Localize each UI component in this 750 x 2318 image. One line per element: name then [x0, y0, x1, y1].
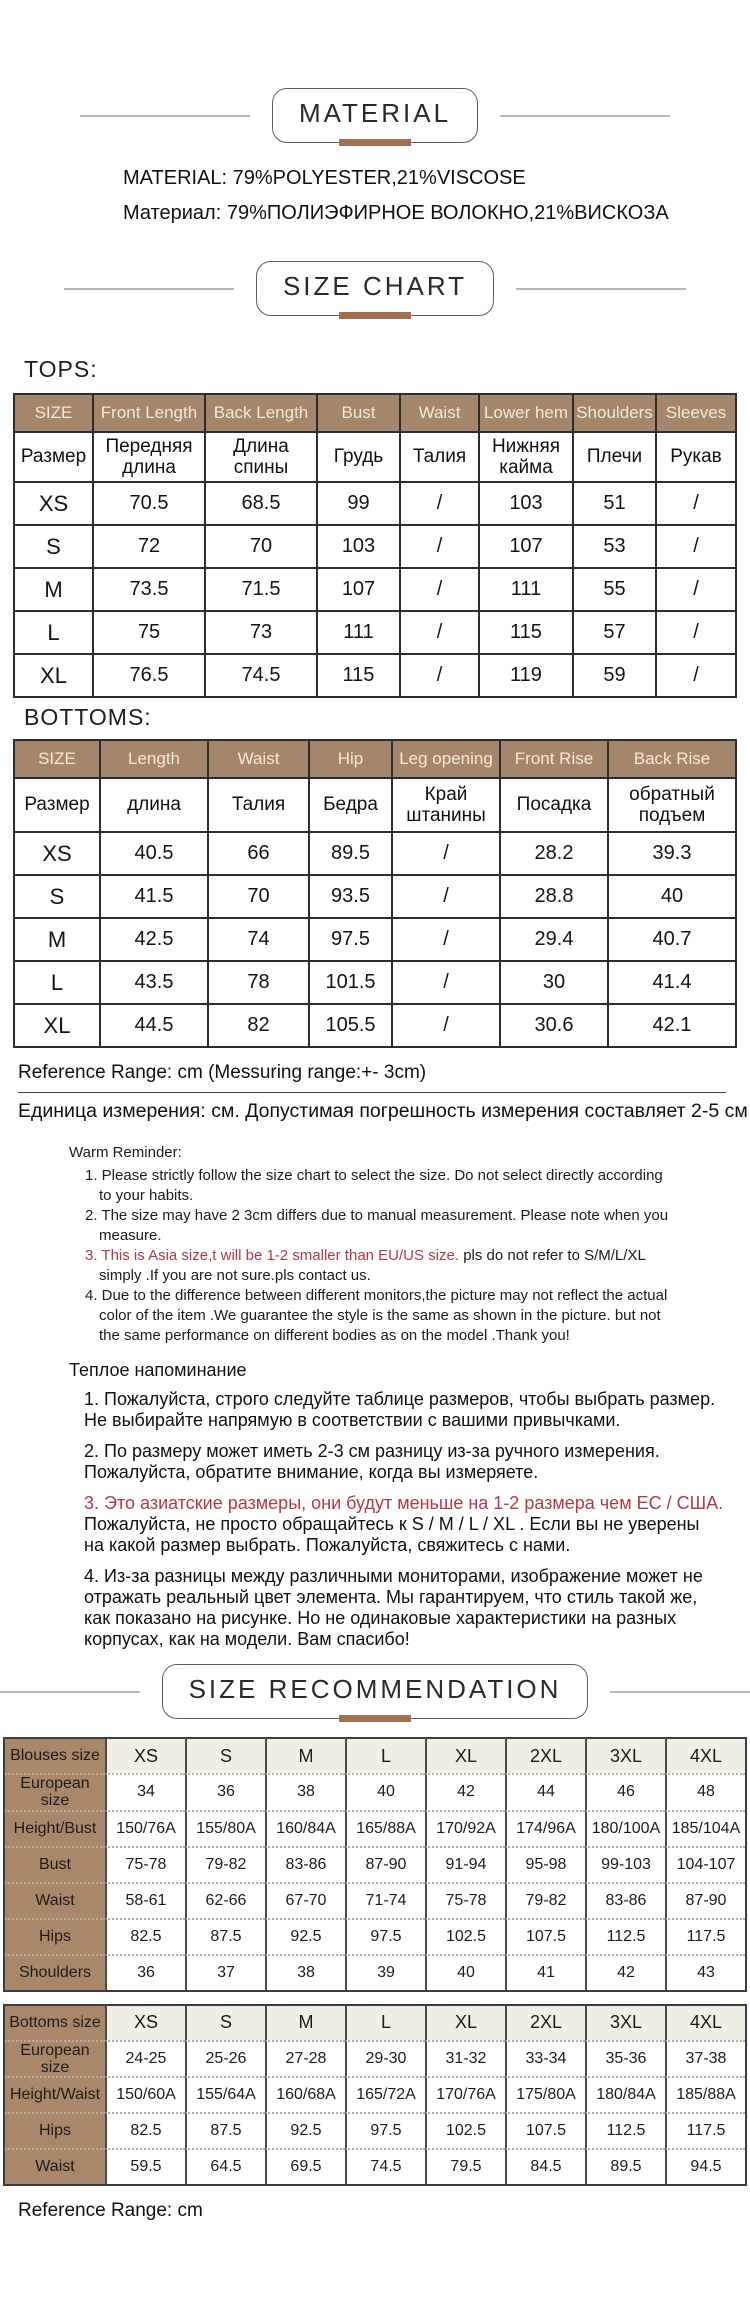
warm-reminder-ru-item-3: 3. Это азиатские размеры, они будут меньше на 1-2 размера чем ЕС / США. Пожалуйста, не просто обращайтесь к S / M / L / XL . Если вы не уверены на какой размер выбрать. Пожалуйста, свяжитесь с нами.: [84, 1493, 724, 1555]
table-cell: 30: [501, 962, 609, 1005]
table-row: [5, 2076, 745, 2112]
table-row: [5, 1882, 745, 1918]
warm-reminder-en-title: Warm Reminder:: [69, 1144, 182, 1161]
table-cell: 115: [318, 655, 401, 696]
section-heading-size-chart: [0, 261, 750, 316]
table-cell: 71.5: [206, 569, 318, 612]
table-cell: 40: [425, 1954, 505, 1990]
table-cell: 75-78: [425, 1882, 505, 1918]
table-cell: 93.5: [310, 876, 393, 919]
table-row: [5, 2112, 745, 2148]
table-cell: 75-78: [105, 1846, 185, 1882]
table-cell: 103: [480, 483, 574, 526]
table-cell: 73: [206, 612, 318, 655]
warm-reminder-en-item-4: 4. Due to the difference between different monitors,the picture may not reflect the actual color of the item .We guarantee the style is the same as shown in the picture. but not the same performance on different bodies as on the model .Thank you!: [85, 1287, 668, 1344]
table-cell: 180/100A: [585, 1810, 665, 1846]
table-cell: /: [393, 833, 501, 876]
table-cell: 28.8: [501, 876, 609, 919]
table-cell: 28.2: [501, 833, 609, 876]
table-cell: 175/80A: [505, 2076, 585, 2112]
table-cell: обратный подъем: [609, 779, 735, 833]
table-cell: M: [265, 2006, 345, 2040]
table-cell: /: [657, 526, 735, 569]
warm-reminder-ru-item-1: 1. Пожалуйста, строго следуйте таблице размеров, чтобы выбрать размер. Не выбирайте напрямую в соответствии с вашими привычками.: [84, 1389, 716, 1430]
table-cell: 36: [185, 1773, 265, 1810]
column-header-cell: Waist: [401, 395, 480, 433]
table-cell: 119: [480, 655, 574, 696]
table-cell: 94.5: [665, 2148, 745, 2184]
row-label-cell: Height/Bust: [5, 1810, 105, 1846]
table-cell: 25-26: [185, 2040, 265, 2077]
table-cell: 99: [318, 483, 401, 526]
table-cell: 37-38: [665, 2040, 745, 2077]
heading-line-left: [0, 1691, 140, 1693]
table-cell: 39: [345, 1954, 425, 1990]
table-cell: M: [15, 569, 94, 612]
table-cell: 41.5: [101, 876, 209, 919]
table-cell: 4XL: [665, 2006, 745, 2040]
table-cell: Размер: [15, 433, 94, 483]
table-cell: 89.5: [585, 2148, 665, 2184]
table-cell: 2XL: [505, 1739, 585, 1773]
table-cell: /: [401, 655, 480, 696]
warm-reminder-en-item-1: 1. Please strictly follow the size chart to select the size. Do not select directly according to your habits.: [85, 1167, 663, 1204]
table-cell: 79-82: [185, 1846, 265, 1882]
heading-line-left: [64, 288, 234, 290]
column-header-cell: Shoulders: [574, 395, 657, 433]
table-cell: /: [657, 612, 735, 655]
column-header-cell: Length: [101, 741, 209, 779]
table-cell: 51: [574, 483, 657, 526]
table-cell: 34: [105, 1773, 185, 1810]
reference-range-ru: Единица измерения: см. Допустимая погрешность измерения составляет 2-5 см: [18, 1100, 748, 1122]
table-cell: L: [345, 1739, 425, 1773]
material-line-en: MATERIAL: 79%POLYESTER,21%VISCOSE: [123, 167, 526, 189]
table-cell: 83-86: [585, 1882, 665, 1918]
heading-box: [256, 261, 494, 316]
table-cell: M: [15, 919, 101, 962]
row-label-cell: Blouses size: [5, 1739, 105, 1773]
warm-reminder-en-item-3: 3. This is Asia size,t will be 1-2 smaller than EU/US size. pls do not refer to S/M/L/XL simply .If you are not sure.pls contact us.: [85, 1247, 646, 1284]
table-cell: 97.5: [345, 2112, 425, 2148]
table-row: [5, 1846, 745, 1882]
warm-reminder-en: [69, 1143, 669, 1346]
table-cell: 44.5: [101, 1005, 209, 1046]
column-header-cell: Leg opening: [393, 741, 501, 779]
table-cell: Бедра: [310, 779, 393, 833]
row-label-cell: Hips: [5, 2112, 105, 2148]
table-cell: XS: [105, 2006, 185, 2040]
table-cell: 39.3: [609, 833, 735, 876]
table-cell: 117.5: [665, 2112, 745, 2148]
table-row: [15, 433, 735, 483]
table-cell: 33-34: [505, 2040, 585, 2077]
table-cell: 4XL: [665, 1739, 745, 1773]
section-title: MATERIAL: [298, 98, 452, 128]
table-cell: Размер: [15, 779, 101, 833]
table-row: [5, 2040, 745, 2077]
column-header-cell: Front Rise: [501, 741, 609, 779]
table-row: [5, 1954, 745, 1990]
row-label-cell: Waist: [5, 2148, 105, 2184]
material-composition: [123, 161, 750, 231]
column-header-cell: Back Rise: [609, 741, 735, 779]
table-cell: Передняя длина: [94, 433, 206, 483]
table-cell: 102.5: [425, 1918, 505, 1954]
table-cell: 69.5: [265, 2148, 345, 2184]
table-cell: 3XL: [585, 2006, 665, 2040]
table-cell: /: [401, 612, 480, 655]
heading-accent-bar: [339, 1715, 411, 1722]
table-row: [15, 1005, 735, 1046]
table-cell: /: [393, 962, 501, 1005]
column-header-cell: Waist: [209, 741, 310, 779]
tops-label: TOPS:: [24, 356, 98, 382]
table-cell: 62-66: [185, 1882, 265, 1918]
column-header-cell: Lower hem: [480, 395, 574, 433]
table-cell: M: [265, 1739, 345, 1773]
table-cell: 84.5: [505, 2148, 585, 2184]
table-cell: 95-98: [505, 1846, 585, 1882]
section-title: SIZE CHART: [282, 271, 468, 301]
table-cell: 64.5: [185, 2148, 265, 2184]
table-cell: Посадка: [501, 779, 609, 833]
column-header-cell: Sleeves: [657, 395, 735, 433]
column-header-cell: Back Length: [206, 395, 318, 433]
table-row: [15, 919, 735, 962]
table-cell: 40.7: [609, 919, 735, 962]
warm-reminder-ru-title: Теплое напоминание: [69, 1360, 247, 1380]
table-cell: 160/68A: [265, 2076, 345, 2112]
table-cell: 67-70: [265, 1882, 345, 1918]
table-cell: 42: [585, 1954, 665, 1990]
footer-reference-range: Reference Range: cm: [18, 2200, 203, 2222]
table-cell: 165/88A: [345, 1810, 425, 1846]
table-cell: 107: [480, 526, 574, 569]
table-cell: 72: [94, 526, 206, 569]
table-cell: 112.5: [585, 2112, 665, 2148]
warm-reminder-ru-item-4: 4. Из-за разницы между различными мониторами, изображение может не отражать реальный цвет элемента. Мы гарантируем, что стиль такой же, как показано на рисунке. Но не одинаковые характеристики на разных корпусах, как на модели. Вам спасибо!: [84, 1566, 703, 1649]
row-label-cell: Waist: [5, 1882, 105, 1918]
table-cell: 170/76A: [425, 2076, 505, 2112]
table-cell: /: [657, 483, 735, 526]
table-cell: 73.5: [94, 569, 206, 612]
table-cell: 180/84A: [585, 2076, 665, 2112]
table-cell: /: [401, 569, 480, 612]
table-row: [15, 569, 735, 612]
table-cell: 89.5: [310, 833, 393, 876]
table-cell: 115: [480, 612, 574, 655]
table-cell: 42: [425, 1773, 505, 1810]
table-row: [15, 655, 735, 696]
table-cell: 36: [105, 1954, 185, 1990]
table-cell: 103: [318, 526, 401, 569]
table-row: [15, 779, 735, 833]
table-cell: /: [693, 664, 699, 686]
table-cell: XS: [15, 483, 94, 526]
heading-line-right: [500, 115, 670, 117]
table-cell: 82: [209, 1005, 310, 1046]
reference-range-en: Reference Range: cm (Messuring range:+- 3cm): [18, 1062, 427, 1083]
table-cell: 37: [185, 1954, 265, 1990]
bottoms-size-table: [13, 739, 737, 1048]
table-cell: /: [393, 919, 501, 962]
table-cell: S: [185, 2006, 265, 2040]
table-cell: Длина спины: [206, 433, 318, 483]
reference-divider: [18, 1092, 726, 1093]
table-cell: 43: [665, 1954, 745, 1990]
table-cell: 87.5: [185, 2112, 265, 2148]
tops-size-table: [13, 393, 737, 698]
table-row: [15, 876, 735, 919]
table-cell: 46: [585, 1773, 665, 1810]
table-cell: /: [393, 1005, 501, 1046]
table-cell: 185/88A: [665, 2076, 745, 2112]
table-cell: 92.5: [265, 2112, 345, 2148]
row-label-cell: Hips: [5, 1918, 105, 1954]
column-header-cell: SIZE: [15, 741, 101, 779]
table-cell: Грудь: [318, 433, 401, 483]
table-cell: 29-30: [345, 2040, 425, 2077]
table-cell: 31-32: [425, 2040, 505, 2077]
table-cell: 40.5: [101, 833, 209, 876]
table-cell: 41.4: [609, 962, 735, 1005]
warm-reminder-en-item-2: 2. The size may have 2 3cm differs due to manual measurement. Please note when you measure.: [85, 1207, 669, 1244]
table-row: [15, 833, 735, 876]
column-header-cell: Hip: [310, 741, 393, 779]
section-title: SIZE RECOMMENDATION: [188, 1674, 562, 1704]
table-cell: 41: [505, 1954, 585, 1990]
table-row: [5, 1918, 745, 1954]
row-label-cell: Shoulders: [5, 1954, 105, 1990]
table-cell: 91-94: [425, 1846, 505, 1882]
table-cell: 70: [206, 526, 318, 569]
heading-line-left: [80, 115, 250, 117]
table-cell: /: [393, 876, 501, 919]
table-cell: 2XL: [505, 2006, 585, 2040]
table-cell: 150/60A: [105, 2076, 185, 2112]
table-cell: 71-74: [345, 1882, 425, 1918]
heading-box: [162, 1664, 589, 1719]
column-header-cell: SIZE: [15, 395, 94, 433]
table-row: [15, 962, 735, 1005]
table-cell: 82.5: [105, 2112, 185, 2148]
table-cell: 111: [318, 612, 401, 655]
table-cell: Плечи: [574, 433, 657, 483]
table-cell: 38: [265, 1954, 345, 1990]
row-label-cell: Bust: [5, 1846, 105, 1882]
table-cell: 43.5: [101, 962, 209, 1005]
table-cell: 75: [94, 612, 206, 655]
table-cell: 150/76A: [105, 1810, 185, 1846]
warm-reminder-ru-item-2: 2. По размеру может иметь 2-3 см разницу из-за ручного измерения. Пожалуйста, обратите внимание, когда вы измеряете.: [84, 1441, 660, 1482]
asia-size-warning-en: 3. This is Asia size,t will be 1-2 smaller than EU/US size.: [85, 1247, 460, 1264]
material-line-ru: Материал: 79%ПОЛИЭФИРНОЕ ВОЛОКНО,21%ВИСКОЗА: [123, 202, 669, 224]
table-cell: 111: [480, 569, 574, 612]
table-row: [15, 526, 735, 569]
table-cell: 105.5: [310, 1005, 393, 1046]
heading-line-right: [516, 288, 686, 290]
column-header-cell: Front Length: [94, 395, 206, 433]
table-row: [15, 741, 735, 779]
table-cell: 185/104A: [665, 1810, 745, 1846]
table-cell: 30.6: [501, 1005, 609, 1046]
table-cell: Талия: [209, 779, 310, 833]
table-cell: 74.5: [345, 2148, 425, 2184]
table-cell: L: [15, 612, 94, 655]
table-cell: /: [401, 526, 480, 569]
table-cell: 117.5: [665, 1918, 745, 1954]
table-cell: 38: [265, 1773, 345, 1810]
section-heading-material: [0, 88, 750, 143]
table-cell: L: [15, 962, 101, 1005]
table-cell: XL: [15, 1005, 101, 1046]
table-cell: L: [345, 2006, 425, 2040]
table-cell: XS: [105, 1739, 185, 1773]
table-cell: 170/92A: [425, 1810, 505, 1846]
table-cell: 40: [345, 1773, 425, 1810]
table-cell: 160/84A: [265, 1810, 345, 1846]
row-label-cell: Bottoms size: [5, 2006, 105, 2040]
table-row: [15, 612, 735, 655]
heading-accent-bar: [339, 139, 411, 146]
table-cell: 24-25: [105, 2040, 185, 2077]
table-cell: 107: [318, 569, 401, 612]
table-cell: 107.5: [505, 2112, 585, 2148]
size-chart-page: [0, 88, 750, 2318]
table-cell: 70.5: [94, 483, 206, 526]
table-cell: 53: [574, 526, 657, 569]
section-heading-size-recommendation: [0, 1664, 750, 1719]
table-cell: 87.5: [185, 1918, 265, 1954]
table-cell: 102.5: [425, 2112, 505, 2148]
row-label-cell: European size: [5, 2040, 105, 2077]
table-cell: 82.5: [105, 1918, 185, 1954]
table-cell: 87-90: [665, 1882, 745, 1918]
table-cell: 97.5: [345, 1918, 425, 1954]
table-cell: 48: [665, 1773, 745, 1810]
table-cell: Талия: [401, 433, 480, 483]
table-cell: 155/64A: [185, 2076, 265, 2112]
row-label-cell: Height/Waist: [5, 2076, 105, 2112]
table-cell: S: [15, 526, 94, 569]
table-cell: 83-86: [265, 1846, 345, 1882]
heading-box: [272, 88, 478, 143]
table-cell: /: [401, 483, 480, 526]
table-cell: 74: [209, 919, 310, 962]
table-cell: 44: [505, 1773, 585, 1810]
table-row: [15, 395, 735, 433]
table-cell: 42.1: [652, 1014, 692, 1036]
table-cell: 101.5: [310, 962, 393, 1005]
table-cell: 79.5: [425, 2148, 505, 2184]
table-cell: 59.5: [105, 2148, 185, 2184]
table-cell: Край штанины: [393, 779, 501, 833]
table-cell: /: [657, 569, 735, 612]
table-cell: 42.5: [101, 919, 209, 962]
table-row: [5, 1810, 745, 1846]
table-cell: 59: [574, 655, 657, 696]
table-cell: 35-36: [585, 2040, 665, 2077]
table-cell: 27-28: [265, 2040, 345, 2077]
bottoms-label: BOTTOMS:: [24, 704, 152, 730]
table-cell: 99-103: [585, 1846, 665, 1882]
table-cell: 40: [609, 876, 735, 919]
table-cell: 66: [209, 833, 310, 876]
table-cell: 97.5: [310, 919, 393, 962]
table-row: [5, 2148, 745, 2184]
table-cell: 70: [209, 876, 310, 919]
table-cell: 112.5: [585, 1918, 665, 1954]
row-label-cell: European size: [5, 1773, 105, 1810]
table-cell: Нижняя кайма: [480, 433, 574, 483]
table-cell: 87-90: [345, 1846, 425, 1882]
table-cell: S: [185, 1739, 265, 1773]
table-cell: 165/72A: [345, 2076, 425, 2112]
table-cell: 55: [574, 569, 657, 612]
table-cell: 78: [209, 962, 310, 1005]
table-cell: 104-107: [665, 1846, 745, 1882]
table-row: [5, 1739, 745, 1773]
table-cell: 74.5: [206, 655, 318, 696]
table-cell: 58-61: [105, 1882, 185, 1918]
column-header-cell: Bust: [318, 395, 401, 433]
table-cell: XL: [425, 2006, 505, 2040]
table-cell: длина: [101, 779, 209, 833]
heading-line-right: [610, 1691, 750, 1693]
table-cell: 3XL: [585, 1739, 665, 1773]
table-cell: 76.5: [94, 655, 206, 696]
blouses-recommendation-table: [3, 1737, 747, 1992]
table-cell: 29.4: [501, 919, 609, 962]
heading-accent-bar: [339, 312, 411, 319]
table-row: [5, 2006, 745, 2040]
table-cell: 68.5: [206, 483, 318, 526]
table-cell: 107.5: [505, 1918, 585, 1954]
table-cell: Рукав: [657, 433, 735, 483]
table-cell: XL: [425, 1739, 505, 1773]
table-cell: 155/80A: [185, 1810, 265, 1846]
table-cell: 79-82: [505, 1882, 585, 1918]
asia-size-warning-ru: 3. Это азиатские размеры, они будут меньше на 1-2 размера чем ЕС / США.: [84, 1493, 724, 1513]
table-row: [15, 483, 735, 526]
table-cell: XL: [15, 655, 94, 696]
table-cell: S: [15, 876, 101, 919]
bottoms-recommendation-table: [3, 2004, 747, 2187]
table-cell: 174/96A: [505, 1810, 585, 1846]
table-cell: XS: [15, 833, 101, 876]
table-cell: 92.5: [265, 1918, 345, 1954]
table-row: [5, 1773, 745, 1810]
warm-reminder-ru: [69, 1360, 724, 1650]
table-cell: 57: [574, 612, 657, 655]
